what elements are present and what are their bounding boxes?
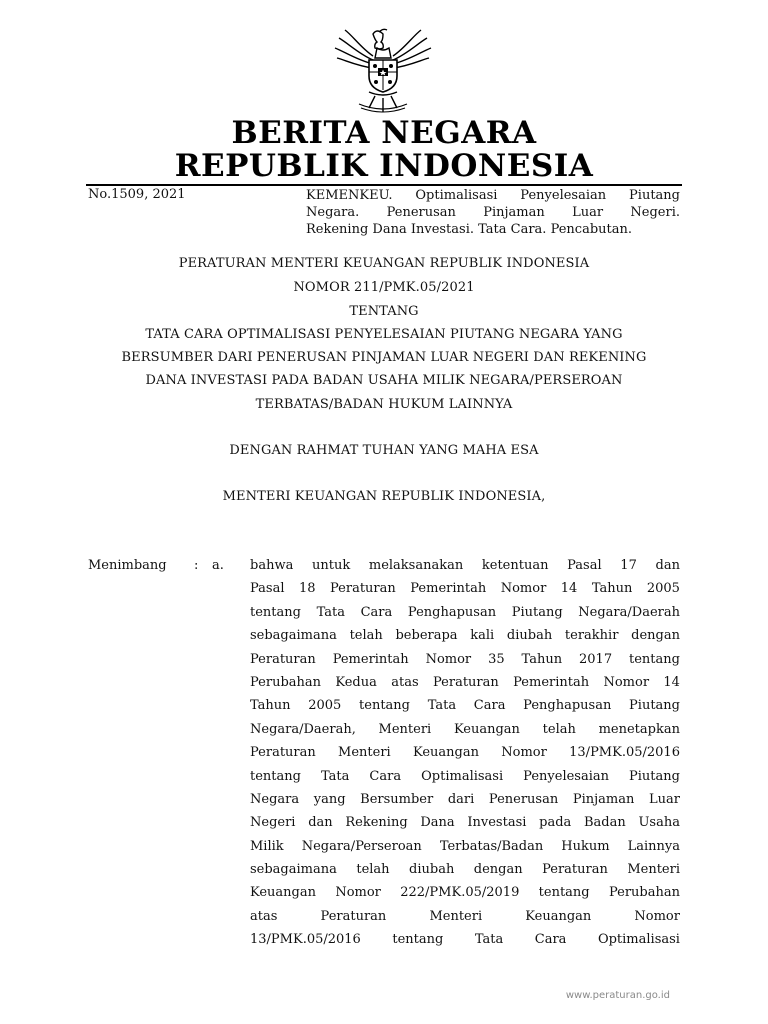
document-subject [306, 187, 680, 238]
body-word: pada [539, 815, 572, 831]
body-word: tentang [629, 651, 680, 667]
body-word: Tata [321, 768, 350, 784]
body-line [250, 652, 680, 675]
body-line [250, 675, 680, 698]
body-word: Perubahan [608, 885, 680, 901]
regulation-about: TENTANG [349, 304, 419, 319]
body-word: 13/PMK.05/2016 [250, 932, 361, 948]
considering-colon: : [194, 558, 199, 573]
body-word: Pinjaman [572, 791, 635, 807]
body-word: Tahun [591, 581, 633, 597]
body-word: Piutang [629, 698, 680, 714]
body-word: Nomor [501, 745, 547, 761]
body-word: Nomor [425, 651, 472, 667]
body-word: tentang [359, 698, 410, 714]
body-word: dan [655, 558, 680, 573]
body-word: Keuangan [413, 745, 479, 761]
considering-item-letter: a. [212, 558, 224, 573]
regulation-title-line: BERSUMBER DARI PENERUSAN PINJAMAN LUAR NEGERI DAN REKENING [121, 350, 647, 365]
body-word: Menteri [338, 745, 391, 761]
body-word: dengan [473, 862, 523, 878]
body-word: Lainnya [627, 838, 680, 854]
body-word: Negeri [250, 815, 296, 831]
body-word: beberapa [395, 628, 458, 644]
regulation-title-line: TERBATAS/BADAN HUKUM LAINNYA [255, 397, 513, 412]
body-word: Peraturan [250, 745, 316, 761]
considering-item-text [250, 558, 680, 956]
body-word: kali [470, 628, 495, 644]
body-word: Negara/Daerah, [250, 721, 356, 737]
body-word: tentang [392, 932, 444, 948]
body-word: Nomor [634, 908, 680, 924]
body-word: Negara/Perseroan [301, 838, 422, 854]
document-number: No.1509, 2021 [88, 187, 186, 202]
body-word: Penyelesaian [523, 768, 609, 784]
body-word: Nomor [603, 674, 650, 690]
subject-line: KEMENKEU. Optimalisasi Penyelesaian Piutang [306, 188, 680, 203]
body-word: 2005 [308, 698, 342, 714]
masthead-title: BERITA NEGARA [231, 115, 537, 151]
body-word: Pemerintah [332, 651, 409, 667]
body-line [250, 885, 680, 908]
body-word: Peraturan [330, 581, 396, 597]
body-word: Cara [473, 698, 506, 714]
body-word: Tahun [521, 651, 563, 667]
body-word: Bersumber [360, 791, 434, 807]
body-word: Peraturan [542, 862, 608, 878]
body-word: telah [356, 862, 390, 878]
body-line [250, 558, 680, 581]
body-word: telah [542, 721, 576, 737]
subject-line: Rekening Dana Investasi. Tata Cara. Pencabutan. [306, 222, 633, 237]
body-word: Cara [360, 604, 393, 620]
body-word: Badan [584, 815, 626, 831]
body-line [250, 792, 680, 815]
body-word: Pasal [250, 581, 285, 597]
body-word: Terbatas/Badan [439, 838, 544, 854]
body-word: tentang [538, 885, 590, 901]
body-line [250, 815, 680, 838]
body-word: Investasi [467, 815, 527, 831]
body-word: Tata [316, 604, 345, 620]
garuda-emblem-icon [331, 26, 435, 116]
body-line [250, 862, 680, 885]
body-word: dari [447, 791, 475, 807]
body-word: 14 [560, 581, 578, 597]
body-word: Peraturan [433, 674, 499, 690]
body-word: yang [313, 791, 346, 807]
regulation-title-line: DANA INVESTASI PADA BADAN USAHA MILIK NEGARA/PERSEROAN [145, 373, 623, 388]
body-word: Penghapusan [407, 604, 497, 620]
body-word: Penghapusan [523, 698, 612, 714]
body-word: sebagaimana [250, 862, 337, 878]
body-word: melaksanakan [368, 558, 464, 573]
body-word: Optimalisasi [597, 932, 680, 948]
body-word: 18 [298, 581, 316, 597]
body-word: Tata [474, 932, 504, 948]
body-word: Usaha [638, 815, 680, 831]
body-word: bahwa [250, 558, 294, 573]
body-word: Cara [369, 768, 402, 784]
body-line [250, 698, 680, 721]
body-word: Menteri [627, 862, 680, 878]
body-word: untuk [311, 558, 351, 573]
regulation-blessing: DENGAN RAHMAT TUHAN YANG MAHA ESA [229, 443, 539, 458]
body-word: Pemerintah [513, 674, 590, 690]
body-word: Piutang [511, 604, 563, 620]
masthead-subtitle: REPUBLIK INDONESIA [174, 148, 594, 184]
body-line [250, 932, 680, 955]
body-word: 17 [620, 558, 637, 573]
body-word: telah [349, 628, 383, 644]
body-word: 222/PMK.05/2019 [400, 885, 520, 901]
body-word: Keuangan [250, 885, 316, 901]
body-line [250, 769, 680, 792]
body-word: Dana [420, 815, 455, 831]
body-word: dengan [631, 628, 680, 644]
body-word: Peraturan [250, 651, 316, 667]
body-line [250, 722, 680, 745]
body-line [250, 628, 680, 651]
body-word: menetapkan [598, 721, 680, 737]
regulation-number: NOMOR 211/PMK.05/2021 [293, 280, 475, 295]
body-word: Negara [250, 791, 300, 807]
body-word: Optimalisasi [421, 768, 504, 784]
body-word: Luar [649, 791, 680, 807]
body-word: 13/PMK.05/2016 [569, 745, 680, 761]
body-word: Pasal [567, 558, 602, 573]
subject-line: Negara. Penerusan Pinjaman Luar Negeri. [306, 205, 680, 220]
body-word: Rekening [345, 815, 408, 831]
body-word: 35 [488, 651, 505, 667]
body-word: 14 [663, 674, 680, 690]
body-word: Peraturan [320, 908, 387, 924]
body-word: 2017 [579, 651, 613, 667]
masthead-rule [86, 184, 682, 186]
body-word: atas [391, 674, 419, 690]
body-word: Perubahan [250, 674, 322, 690]
body-word: Hukum [561, 838, 610, 854]
body-word: terakhir [564, 628, 619, 644]
body-line [250, 745, 680, 768]
body-word: Keuangan [525, 908, 592, 924]
regulation-title-line: TATA CARA OPTIMALISASI PENYELESAIAN PIUTANG NEGARA YANG [145, 327, 623, 342]
body-line [250, 909, 680, 932]
body-word: Nomor [335, 885, 381, 901]
body-line [250, 581, 680, 604]
body-word: Pemerintah [410, 581, 487, 597]
body-word: dan [308, 815, 333, 831]
footer-url: www.peraturan.go.id [565, 990, 670, 1001]
body-word: Penerusan [488, 791, 559, 807]
body-word: tentang [250, 604, 301, 620]
body-word: diubah [506, 628, 553, 644]
regulation-minister: MENTERI KEUANGAN REPUBLIK INDONESIA, [222, 489, 546, 504]
body-word: Tata [427, 698, 457, 714]
body-line [250, 839, 680, 862]
body-word: 2005 [646, 581, 680, 597]
body-word: Milik [250, 838, 284, 854]
body-word: Kedua [335, 674, 377, 690]
considering-label: Menimbang [88, 558, 167, 573]
body-word: sebagaimana [250, 628, 337, 644]
body-word: ketentuan [481, 558, 549, 573]
body-word: diubah [409, 862, 455, 878]
body-word: Keuangan [453, 721, 520, 737]
body-word: atas [250, 908, 278, 924]
body-word: tentang [250, 768, 301, 784]
body-word: Cara [534, 932, 567, 948]
body-word: Menteri [378, 721, 432, 737]
body-word: Negara/Daerah [578, 604, 680, 620]
regulation-issuer: PERATURAN MENTERI KEUANGAN REPUBLIK INDONESIA [178, 256, 590, 271]
body-line [250, 605, 680, 628]
body-word: Tahun [250, 698, 291, 714]
body-word: Menteri [429, 908, 483, 924]
body-word: Nomor [500, 581, 547, 597]
body-word: Piutang [629, 768, 680, 784]
